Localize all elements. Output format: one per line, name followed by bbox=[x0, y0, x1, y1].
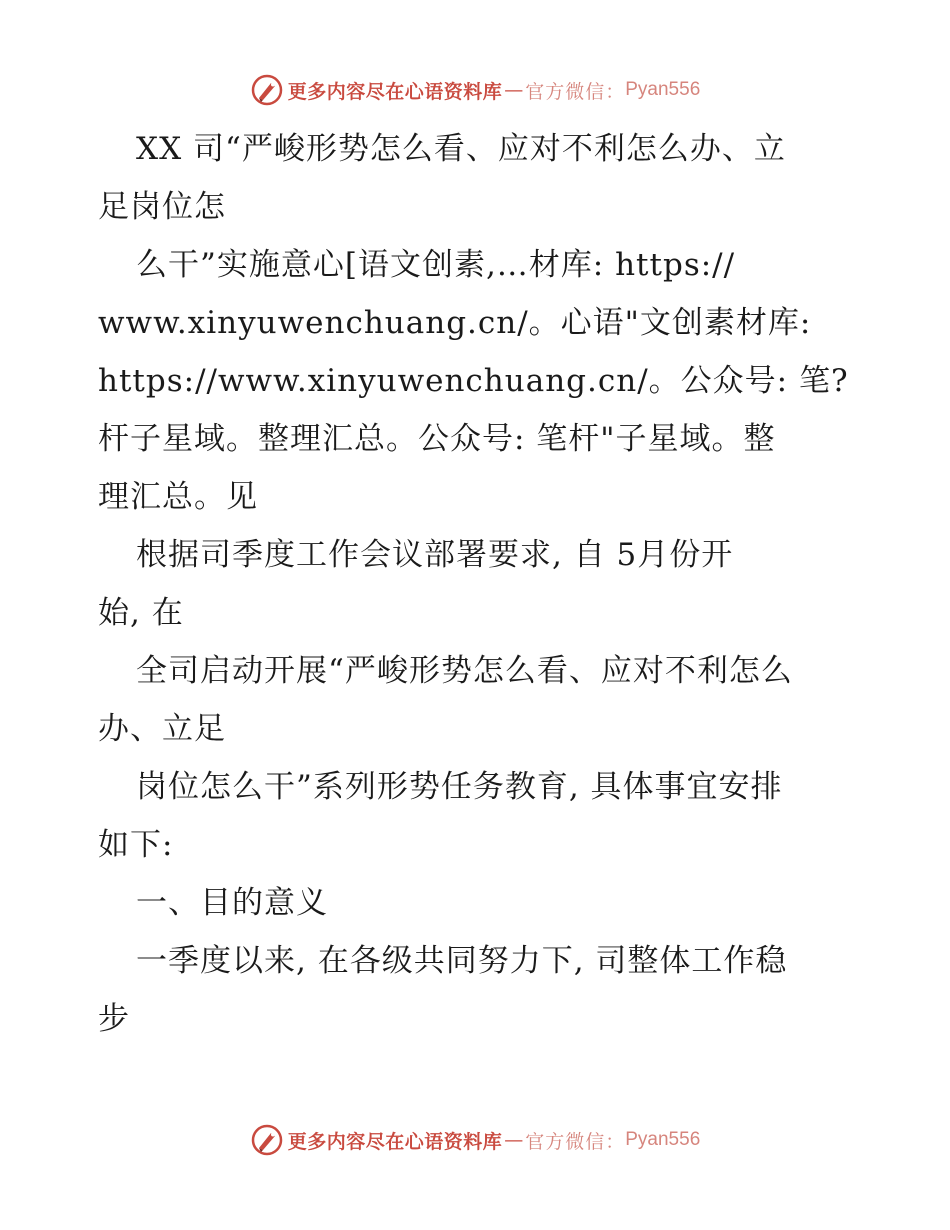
footer-dash: — bbox=[504, 1129, 524, 1151]
section-heading: 一、目的意义 bbox=[136, 885, 328, 921]
body-line: www.xinyuwenchuang.cn/。心语"文创素材库: bbox=[98, 305, 812, 341]
footer-wechat-id: Pyan556 bbox=[625, 1129, 701, 1150]
body-line: 办、立足 bbox=[98, 711, 226, 747]
body-line: https://www.xinyuwenchuang.cn/。公众号: 笔? bbox=[98, 363, 849, 399]
pen-logo-icon bbox=[250, 73, 284, 107]
header-wechat-id: Pyan556 bbox=[625, 79, 701, 100]
body-line: 么干”实施意心[语文创素,…材库: https:// bbox=[136, 247, 736, 283]
body-line: 根据司季度工作会议部署要求, 自 5月份开 bbox=[136, 537, 734, 573]
footer-official-label: 官方微信： bbox=[525, 1130, 626, 1153]
document-body bbox=[98, 120, 868, 1048]
body-line: 如下: bbox=[98, 827, 174, 863]
footer-slogan: 更多内容尽在心语资料库 bbox=[287, 1130, 503, 1153]
header-official-label: 官方微信： bbox=[525, 80, 626, 103]
header-banner bbox=[0, 70, 950, 110]
header-slogan: 更多内容尽在心语资料库 bbox=[287, 80, 503, 103]
body-line: XX 司“严峻形势怎么看、应对不利怎么办、立 bbox=[136, 131, 786, 167]
body-line: 理汇总。见 bbox=[98, 479, 258, 515]
body-line: 一季度以来, 在各级共同努力下, 司整体工作稳 bbox=[136, 943, 788, 979]
body-line: 杆子星域。整理汇总。公众号: 笔杆"子星域。整 bbox=[98, 421, 776, 457]
body-line: 步 bbox=[98, 1001, 130, 1037]
header-dash: — bbox=[504, 79, 524, 101]
footer-banner bbox=[0, 1120, 950, 1160]
body-line: 始, 在 bbox=[98, 595, 184, 631]
pen-logo-icon bbox=[250, 1123, 284, 1157]
body-line: 全司启动开展“严峻形势怎么看、应对不利怎么 bbox=[136, 653, 793, 689]
body-line: 足岗位怎 bbox=[98, 189, 226, 225]
body-line: 岗位怎么干”系列形势任务教育, 具体事宜安排 bbox=[136, 769, 783, 805]
